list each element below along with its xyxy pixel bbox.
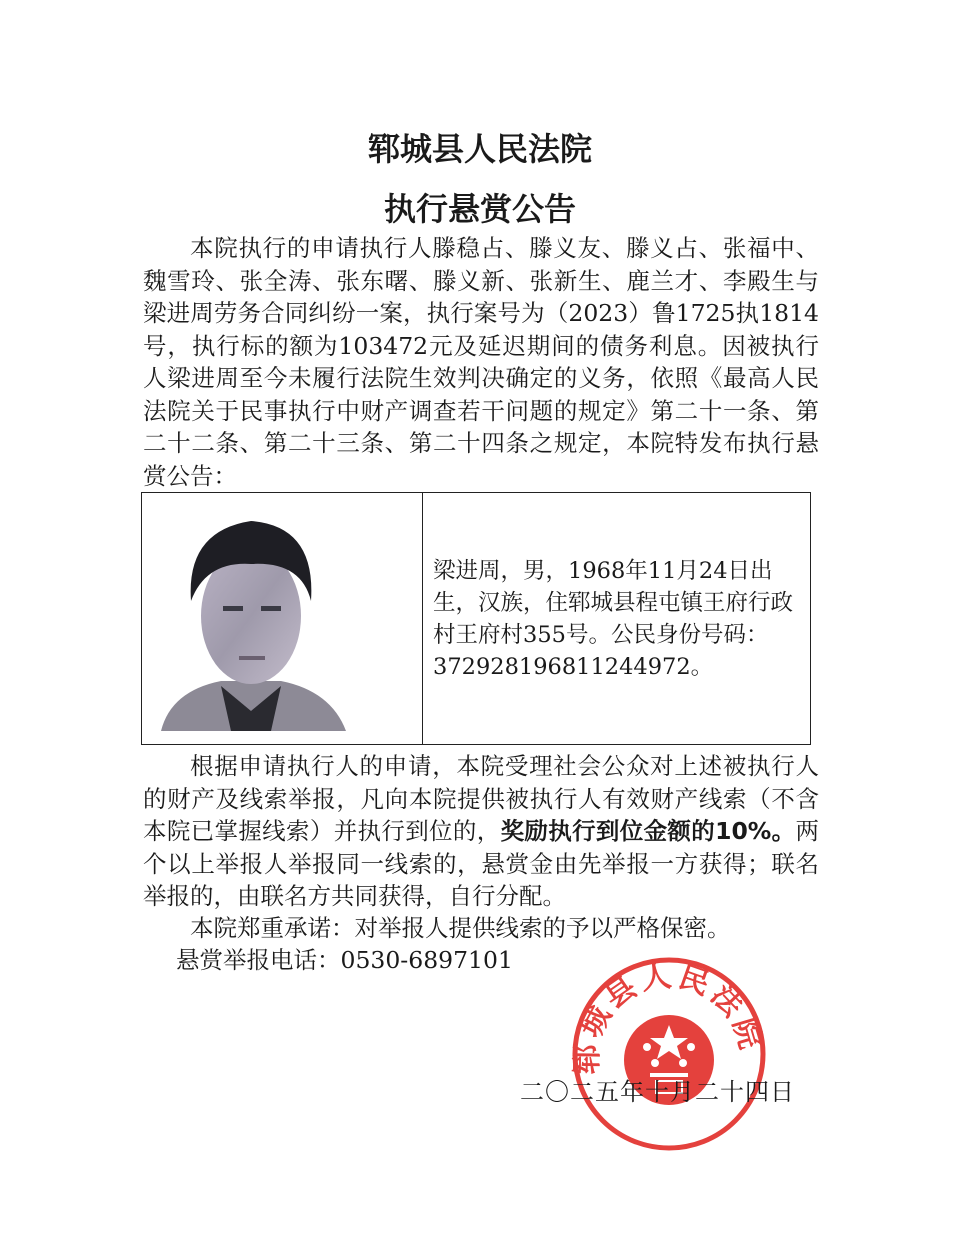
person-photo [151, 506, 351, 736]
reward-paragraph [143, 750, 819, 913]
intro-paragraph: 本院执行的申请执行人滕稳占、滕义友、滕义占、张福中、魏雪玲、张全涛、张东曙、滕义新、张新生、鹿兰才、李殿生与梁进周劳务合同纠纷一案，执行案号为（2023）鲁1725执1814号，执行标的额为103472元及延迟期间的债务利息。因被执行人梁进周至今未履行法院生效判决确定的义务，依照《最高人民法院关于民事执行中财产调查若干问题的规定》第二十一条、第二十二条、第二十三条、第二十四条之规定，本院特发布执行悬赏公告： [143, 234, 819, 490]
reward-text-b: 两个以上举报人举报同一线索的，悬赏金由先举报一方获得；联名举报的，由联名方共同获得，自行分配。 [143, 817, 820, 910]
issue-date: 二〇二五年十月二十四日 [520, 1078, 795, 1106]
person-info-table [141, 492, 811, 745]
reward-amount: 奖励执行到位金额的10%。 [500, 817, 796, 845]
court-name: 郓城县人民法院 [367, 130, 592, 168]
report-phone: 悬赏举报电话：0530-6897101 [176, 946, 513, 974]
confidentiality-promise: 本院郑重承诺：对举报人提供线索的予以严格保密。 [190, 914, 731, 942]
document-title: 执行悬赏公告 [383, 190, 576, 228]
person-details: 梁进周，男，1968年11月24日出生，汉族，住郓城县程屯镇王府行政村王府村355号。公民身份号码：372928196811244972。 [423, 493, 811, 745]
court-seal [570, 955, 768, 1153]
photo-cell [142, 493, 423, 745]
reward-text-a: 根据申请执行人的申请，本院受理社会公众对上述被执行人的财产及线索举报，凡向本院提供被执行人有效财产线索（不含本院已掌握线索）并执行到位的， [143, 752, 819, 845]
svg-text:郓城县人民法院: 郓城县人民法院 [570, 958, 768, 1075]
